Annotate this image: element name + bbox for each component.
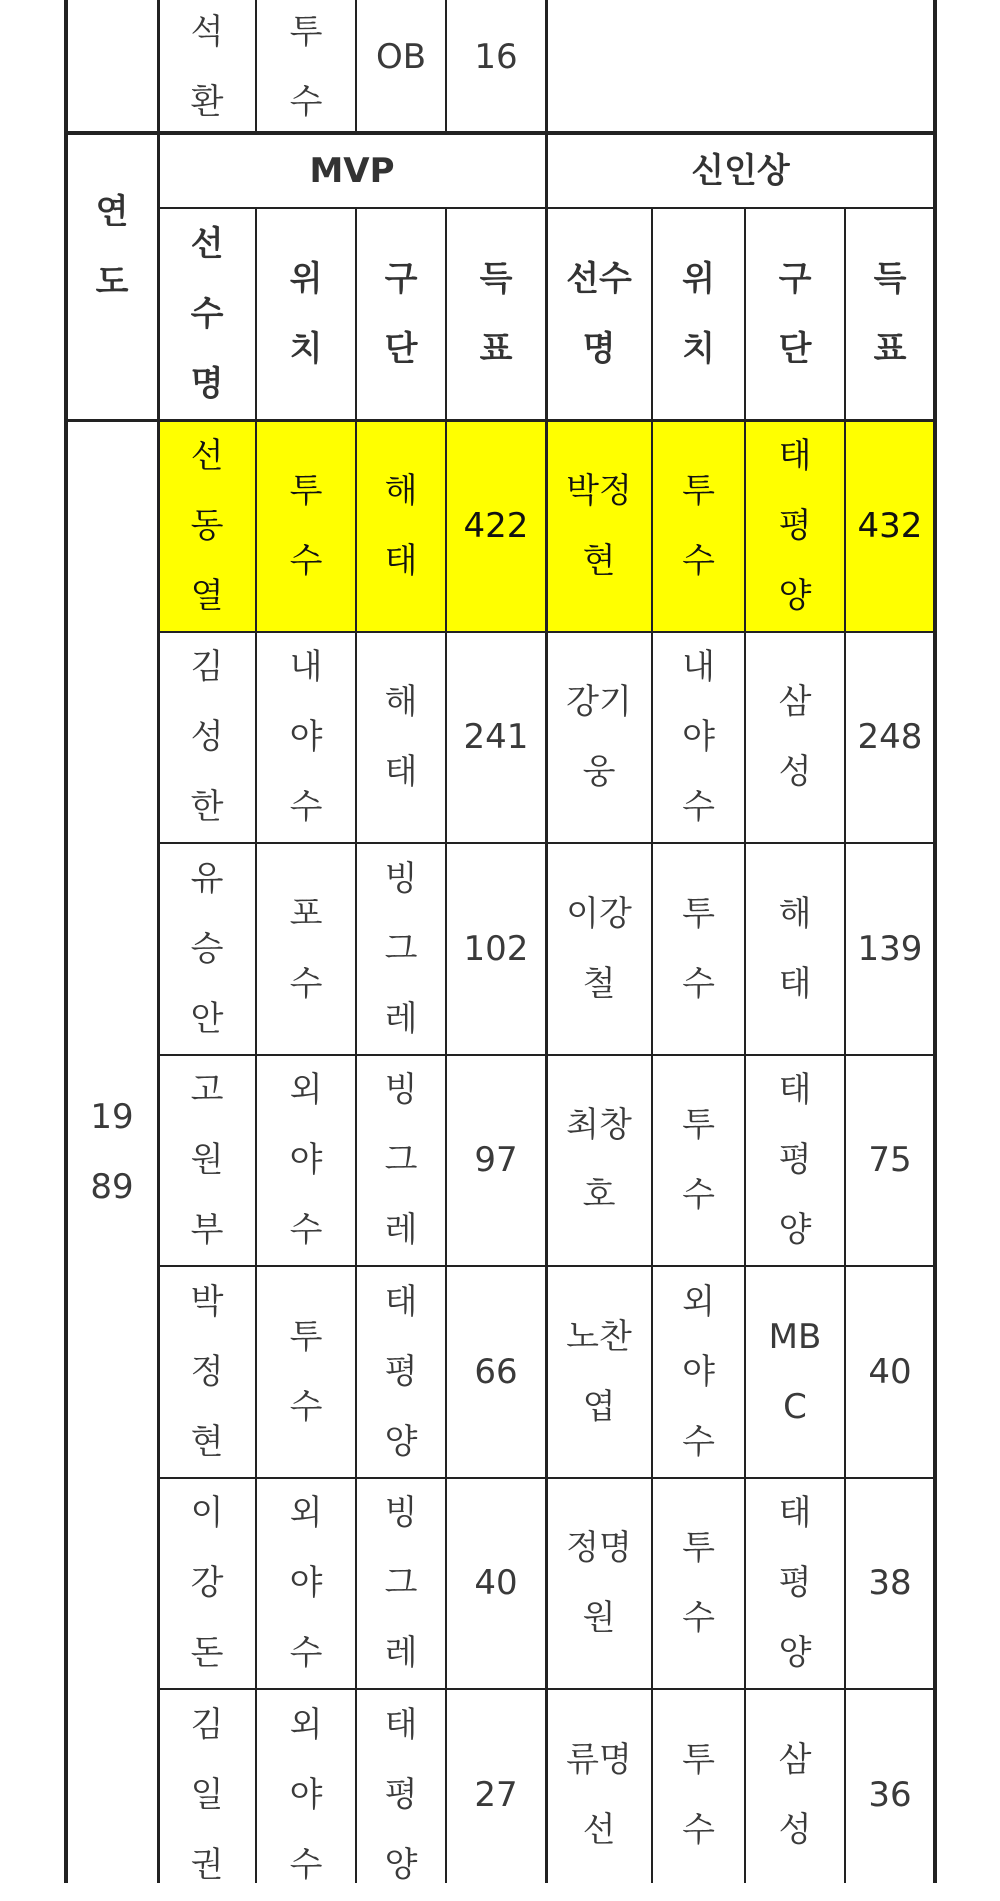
row-5-rookie-position-text: 투 수 [682,1528,715,1639]
row-0-mvp-position [256,420,356,632]
row-2-rookie-name [546,843,652,1055]
row-5-rookie-name-text: 정명 원 [566,1528,632,1639]
row-1-mvp-name-text: 김 성 한 [190,647,224,828]
grid-line [158,842,935,844]
row-5-rookie-team [745,1478,845,1690]
row-4-rookie-votes [845,1266,935,1478]
grid-line [66,131,935,135]
row-3-mvp-votes-text: 97 [474,1140,518,1181]
row-1-rookie-name [546,632,652,844]
row-4-mvp-name [158,1266,256,1478]
row-2-mvp-position [256,843,356,1055]
grid-line [545,0,548,1883]
header-rookie-position-text: 위 치 [682,259,715,369]
row-2-rookie-votes [845,843,935,1055]
row-1-mvp-votes-text: 241 [463,717,529,758]
header-rookie-votes-text: 득 표 [873,259,907,369]
header-rookie [546,133,935,208]
row-2-mvp-name [158,843,256,1055]
header-rookie-position [652,208,745,420]
row-0-mvp-team [356,420,446,632]
row-6-mvp-team-text: 태 평 양 [384,1704,418,1885]
row-6-mvp-votes-text: 27 [474,1774,518,1815]
row-6-rookie-position-text: 투 수 [682,1739,715,1850]
grid-line [844,208,846,1883]
row-3-rookie-name [546,1055,652,1267]
row-4-rookie-votes-text: 40 [868,1351,912,1392]
row-3-rookie-team [745,1055,845,1267]
row-4-rookie-team-text: MB C [768,1316,822,1427]
row-2-rookie-team-text: 해 태 [778,893,812,1004]
header-year-text: 연 도 [95,191,129,302]
row-5-mvp-team-text: 빙 그 레 [384,1493,418,1674]
row-3-rookie-name-text: 최창 호 [566,1105,632,1216]
row-0-rookie-votes [845,420,935,632]
row-6-rookie-name-text: 류명 선 [566,1739,632,1850]
grid-line [158,207,935,209]
grid-line [933,0,937,1883]
row-0-rookie-position-text: 투 수 [682,470,715,581]
header-rookie-votes [845,208,935,420]
row-3-rookie-team-text: 태 평 양 [778,1070,812,1251]
row-0-rookie-votes-text: 432 [857,505,923,546]
row-1-rookie-position-text: 내 야 수 [682,647,715,828]
row-5-rookie-votes-text: 38 [868,1563,912,1604]
row-0-mvp-votes-text: 422 [463,505,529,546]
row-5-mvp-position [256,1478,356,1690]
row-2-mvp-team-text: 빙 그 레 [384,858,418,1039]
row-3-rookie-votes-text: 75 [868,1140,912,1181]
row-3-mvp-name-text: 고 원 부 [190,1070,224,1251]
header-mvp-position-text: 위 치 [289,259,323,369]
row-3-rookie-position [652,1055,745,1267]
grid-line [255,0,257,133]
grid-line [158,1054,935,1056]
row-6-rookie-votes [845,1689,935,1901]
row-6-rookie-team-text: 삼 성 [778,1739,812,1850]
grid-line [445,208,447,1883]
row-3-mvp-team [356,1055,446,1267]
row-0-mvp-name [158,420,256,632]
row-6-rookie-votes-text: 36 [868,1774,912,1815]
row-6-mvp-position [256,1689,356,1901]
row-4-mvp-team [356,1266,446,1478]
header-year [66,133,158,360]
row-3-rookie-votes [845,1055,935,1267]
grid-line [255,208,257,1883]
row-0-rookie-position [652,420,745,632]
grid-line [445,0,447,133]
top-team-text: OB [375,36,427,77]
grid-line [651,208,653,1883]
row-4-mvp-name-text: 박 정 현 [190,1281,224,1462]
row-4-rookie-team [745,1266,845,1478]
row-1-rookie-votes-text: 248 [857,717,923,758]
row-4-rookie-name-text: 노찬 엽 [566,1316,632,1427]
row-0-mvp-name-text: 선 동 열 [190,435,224,616]
row-4-mvp-votes-text: 66 [474,1351,518,1392]
header-mvp-position [256,208,356,420]
header-rookie-team [745,208,845,420]
top-team [356,0,446,113]
grid-line [744,208,746,1883]
row-5-mvp-team [356,1478,446,1690]
header-mvp [158,133,546,208]
year-cell-text: 19 89 [90,1096,134,1207]
row-2-mvp-name-text: 유 승 안 [190,858,224,1039]
row-0-mvp-votes [446,420,546,632]
header-rookie-text: 신인상 [691,150,790,191]
row-6-rookie-name [546,1689,652,1901]
row-1-mvp-team [356,632,446,844]
row-2-mvp-team [356,843,446,1055]
row-6-rookie-team [745,1689,845,1901]
grid-line [158,1265,935,1267]
row-3-mvp-position-text: 외 야 수 [289,1070,323,1251]
row-2-rookie-name-text: 이강 철 [566,893,632,1004]
row-3-mvp-name [158,1055,256,1267]
grid-line [64,0,68,1883]
row-6-mvp-name [158,1689,256,1901]
header-mvp-team-text: 구 단 [384,259,418,369]
row-1-mvp-team-text: 해 태 [384,682,418,793]
row-5-rookie-votes [845,1478,935,1690]
grid-line [158,631,935,633]
row-4-rookie-position [652,1266,745,1478]
row-3-mvp-position [256,1055,356,1267]
header-mvp-votes-text: 득 표 [479,259,513,369]
row-6-mvp-votes [446,1689,546,1901]
row-1-rookie-votes [845,632,935,844]
header-mvp-votes [446,208,546,420]
header-mvp-player-text: 선 수 명 [190,224,224,404]
row-2-mvp-votes-text: 102 [463,928,529,969]
year-cell [66,420,158,1883]
row-0-rookie-name-text: 박정 현 [566,470,632,581]
row-6-mvp-name-text: 김 일 권 [190,1704,224,1885]
row-5-rookie-position [652,1478,745,1690]
row-5-rookie-team-text: 태 평 양 [778,1493,812,1674]
row-3-mvp-team-text: 빙 그 레 [384,1070,418,1251]
row-2-rookie-votes-text: 139 [857,928,923,969]
row-1-mvp-votes [446,632,546,844]
row-6-rookie-position [652,1689,745,1901]
row-4-rookie-name [546,1266,652,1478]
row-5-mvp-votes-text: 40 [474,1563,518,1604]
row-1-mvp-position [256,632,356,844]
row-2-rookie-position [652,843,745,1055]
header-rookie-team-text: 구 단 [778,259,812,369]
row-2-mvp-votes [446,843,546,1055]
row-5-mvp-position-text: 외 야 수 [289,1493,323,1674]
row-3-rookie-position-text: 투 수 [682,1105,715,1216]
header-rookie-player-text: 선수 명 [566,259,632,369]
header-rookie-player [546,208,652,420]
row-0-rookie-team-text: 태 평 양 [778,435,812,616]
row-0-rookie-team [745,420,845,632]
grid-line [355,0,357,133]
top-votes [446,0,546,113]
row-2-mvp-position-text: 포 수 [289,893,323,1004]
top-name [158,0,256,133]
row-3-mvp-votes [446,1055,546,1267]
row-1-rookie-position [652,632,745,844]
row-6-mvp-position-text: 외 야 수 [289,1704,323,1885]
row-4-rookie-position-text: 외 야 수 [682,1281,715,1462]
row-1-rookie-team-text: 삼 성 [778,682,812,793]
top-position-text: 투 수 [289,11,323,122]
row-1-mvp-name [158,632,256,844]
top-name-text: 석 환 [190,11,224,122]
top-votes-text: 16 [474,36,518,77]
row-5-mvp-name-text: 이 강 돈 [190,1493,224,1674]
row-1-mvp-position-text: 내 야 수 [289,647,323,828]
row-0-mvp-team-text: 해 태 [384,470,418,581]
row-4-mvp-position-text: 투 수 [289,1316,323,1427]
grid-line [158,1688,935,1690]
row-5-rookie-name [546,1478,652,1690]
grid-line [157,0,160,1883]
row-4-mvp-team-text: 태 평 양 [384,1281,418,1462]
row-1-rookie-name-text: 강기 웅 [566,682,632,793]
top-position [256,0,356,133]
grid-line [158,1477,935,1479]
row-5-mvp-votes [446,1478,546,1690]
grid-line [66,419,935,422]
row-4-mvp-votes [446,1266,546,1478]
row-2-rookie-team [745,843,845,1055]
row-5-mvp-name [158,1478,256,1690]
header-mvp-player [158,208,256,420]
row-6-mvp-team [356,1689,446,1901]
row-0-mvp-position-text: 투 수 [289,470,323,581]
row-0-rookie-name [546,420,652,632]
row-4-mvp-position [256,1266,356,1478]
row-2-rookie-position-text: 투 수 [682,893,715,1004]
row-1-rookie-team [745,632,845,844]
header-mvp-text: MVP [309,150,395,191]
grid-line [355,208,357,1883]
header-mvp-team [356,208,446,420]
